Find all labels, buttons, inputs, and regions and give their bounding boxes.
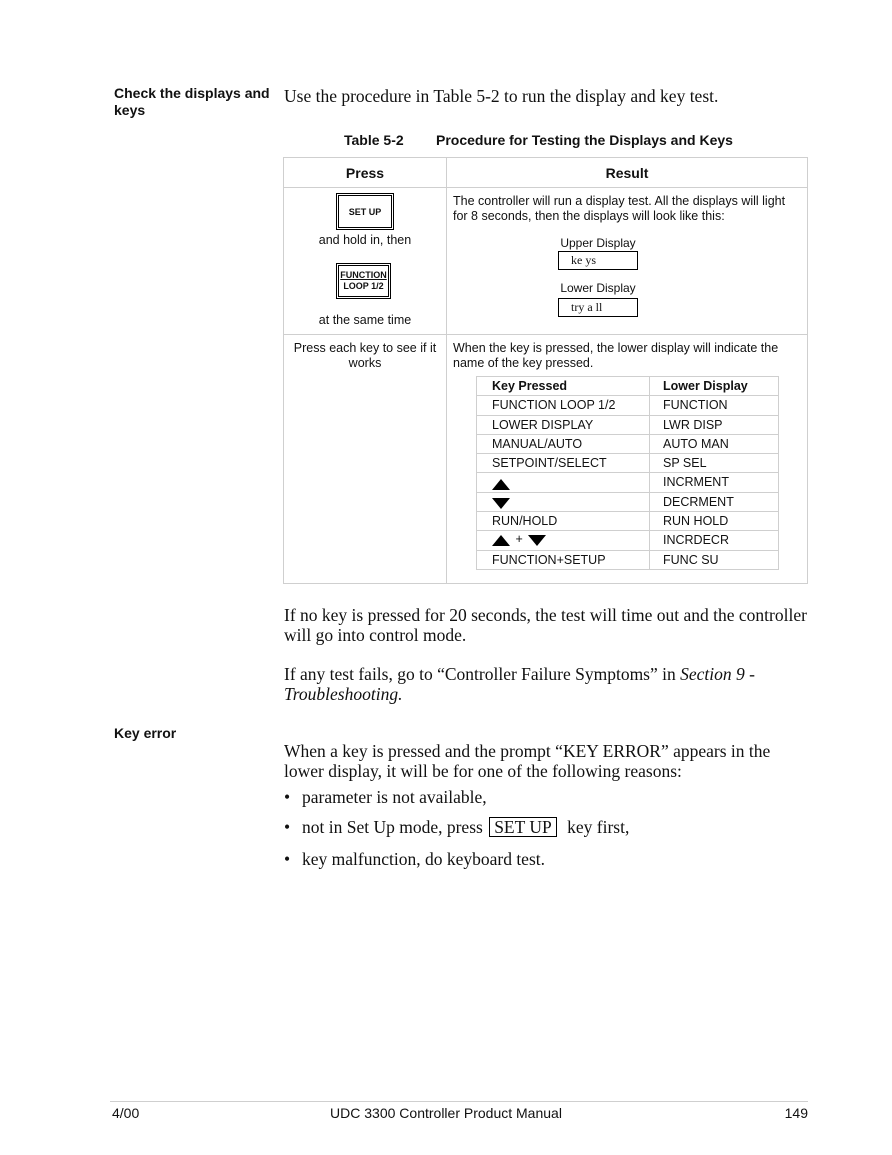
plus-sign: +: [515, 532, 523, 547]
intro-paragraph: Use the procedure in Table 5-2 to run the display and key test.: [284, 86, 719, 106]
column-header-result: Result: [605, 165, 649, 181]
same-time-text: at the same time: [318, 313, 412, 327]
lower-display-box: try a ll: [558, 298, 638, 317]
footer-divider: [110, 1101, 808, 1102]
table-row: INCRMENT: [477, 473, 778, 492]
upper-display-label: Upper Display: [560, 236, 636, 250]
table-row: DECRMENT: [477, 493, 778, 512]
table-row: FUNCTION+SETUP FUNC SU: [477, 551, 778, 570]
down-arrow-icon: [528, 535, 546, 546]
table-row: RUN/HOLD RUN HOLD: [477, 512, 778, 531]
table-row: + INCRDECR: [477, 531, 778, 550]
timeout-paragraph: If no key is pressed for 20 seconds, the test will time out and the controller will go into control mode.: [284, 605, 807, 645]
side-heading-key-error: Key error: [114, 725, 177, 741]
table-row: LOWER DISPLAY LWR DISP: [477, 416, 778, 435]
list-item: • parameter is not available,: [284, 787, 487, 807]
setup-key-inline: SET UP: [489, 817, 557, 837]
table-row: MANUAL/AUTO AUTO MAN: [477, 435, 778, 454]
down-arrow-icon: [492, 498, 510, 509]
footer-date: 4/00: [112, 1105, 140, 1121]
setup-key-icon: SET UP: [336, 193, 394, 230]
table-row: FUNCTION LOOP 1/2 FUNCTION: [477, 396, 778, 415]
failure-paragraph: If any test fails, go to “Controller Failure Symptoms” in Section 9 - Troubleshooting.: [284, 664, 755, 704]
hold-text: and hold in, then: [318, 233, 412, 247]
key-table-header: Key Pressed Lower Display: [477, 377, 778, 396]
side-heading-check-displays: Check the displays and keys: [114, 85, 270, 118]
up-arrow-icon: [492, 479, 510, 490]
table-row: SETPOINT/SELECT SP SEL: [477, 454, 778, 473]
table-caption: [344, 132, 733, 148]
up-arrow-icon: [492, 535, 510, 546]
row1-result-text: The controller will run a display test. All the displays will light for 8 seconds, then the displays will look like this:: [453, 194, 786, 223]
table-title: Procedure for Testing the Displays and Keys: [436, 132, 733, 148]
lower-display-label: Lower Display: [560, 281, 636, 295]
troubleshooting-reference: Section 9 - Troubleshooting.: [284, 664, 755, 704]
row2-press-text: Press each key to see if it works: [293, 341, 437, 370]
key-pressed-table: [476, 376, 779, 570]
list-item: • not in Set Up mode, press SET UP key first,: [284, 817, 630, 837]
list-item: • key malfunction, do keyboard test.: [284, 849, 545, 869]
upper-display-box: ke ys: [558, 251, 638, 270]
function-loop-key-icon: FUNCTION LOOP 1/2: [336, 263, 391, 299]
table-number: Table 5-2: [344, 132, 404, 148]
key-error-intro: When a key is pressed and the prompt “KEY ERROR” appears in the lower display, it will be for one of the following reasons:: [284, 741, 771, 781]
column-header-press: Press: [345, 165, 385, 181]
footer-page-number: 149: [784, 1105, 808, 1121]
row2-result-text: When the key is pressed, the lower display will indicate the name of the key pressed.: [453, 341, 779, 370]
footer-title: UDC 3300 Controller Product Manual: [330, 1105, 562, 1121]
